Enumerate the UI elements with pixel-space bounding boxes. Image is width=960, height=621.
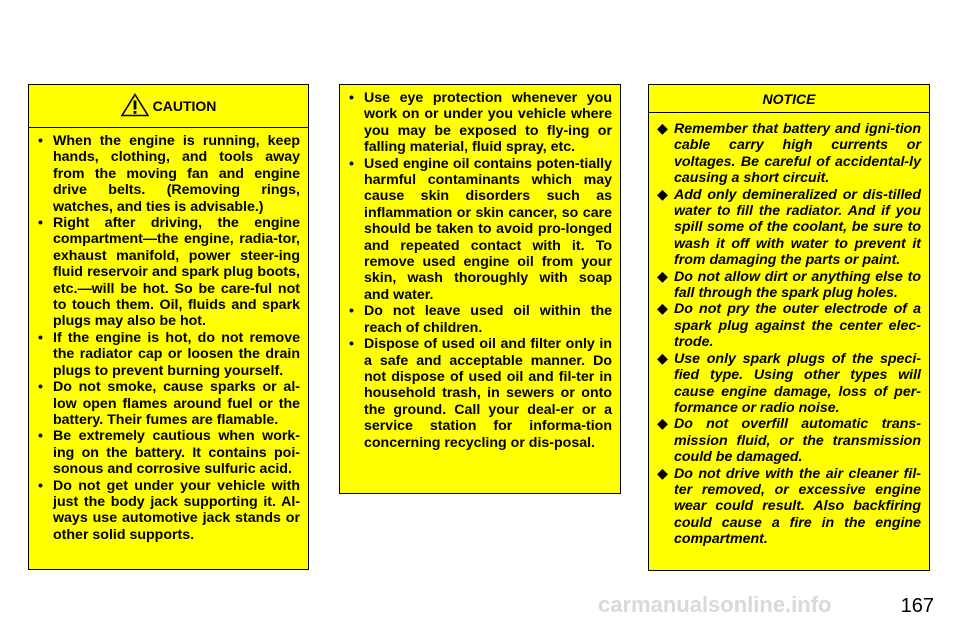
bullet-dot: •	[349, 303, 354, 320]
caution-list	[29, 128, 308, 543]
page-number: 167	[900, 595, 934, 617]
list-item: ◆ Do not allow dirt or anything else to fall through the spark plug holes.	[657, 268, 921, 302]
diamond-bullet-icon: ◆	[657, 121, 668, 137]
diamond-bullet-icon: ◆	[657, 186, 668, 203]
watermark: carmanualsonline.info	[598, 592, 832, 617]
list-item: • If the engine is hot, do not remove the radiator cap or loosen the drain plugs to prevent burning yourself.	[38, 329, 300, 379]
bullet-dot: •	[38, 215, 43, 232]
list-item: • Do not leave used oil within the reach of children.	[349, 303, 612, 336]
caution-title: CAUTION	[152, 98, 217, 114]
bullet-dot: •	[349, 336, 354, 353]
list-item: ◆ Do not pry the outer electrode of a spark plug against the center elec-trode.	[657, 301, 921, 351]
list-item: • Use eye protection whenever you work on or under you vehicle where you may be exposed to fly-ing or falling material, fluid spray, etc.	[349, 90, 612, 156]
warning-triangle-icon	[121, 93, 149, 117]
notice-header	[649, 85, 929, 113]
diamond-bullet-icon: ◆	[657, 416, 668, 433]
list-item: • Do not get under your vehicle with just the body jack supporting it. Al-ways use automotive jack stands or other solid supports.	[38, 477, 300, 543]
list-item: ◆ Do not overfill automatic trans-mission fluid, or the transmission could be damaged.	[657, 416, 921, 466]
bullet-dot: •	[38, 379, 43, 396]
caution-header	[29, 85, 308, 128]
list-item: • When the engine is running, keep hands, clothing, and tools away from the moving fan and engine drive belts. (Removing rings, watches, and ties is advisable.)	[38, 133, 300, 215]
bullet-dot: •	[38, 329, 43, 346]
diamond-bullet-icon: ◆	[657, 301, 668, 318]
notice-list	[649, 113, 929, 548]
diamond-bullet-icon: ◆	[657, 350, 668, 367]
caution-box	[28, 84, 309, 570]
list-item: ◆ Do not drive with the air cleaner fil-ter removed, or excessive engine wear could result. Also backfiring could cause a fire in the engine compartment.	[657, 465, 921, 548]
list-item: • Right after driving, the engine compartment—the engine, radia-tor, exhaust manifold, power steer-ing fluid reservoir and spark plug boots, etc.—will be hot. So be care-ful not to touch them. Oil, fluids and spark plugs may also be hot.	[38, 215, 300, 330]
list-item: • Do not smoke, cause sparks or al-low open flames around fuel or the battery. Their fumes are flamable.	[38, 379, 300, 428]
bullet-dot: •	[38, 133, 43, 149]
bullet-dot: •	[349, 155, 354, 172]
list-item: ◆ Add only demineralized or dis-tilled water to fill the radiator. And if you spill some of the coolant, be sure to wash it off with water to prevent it from damaging the parts or paint.	[657, 186, 921, 269]
list-item: ◆ Use only spark plugs of the speci-fied type. Using other types will cause engine damage, loss of per-formance or radio noise.	[657, 350, 921, 416]
bullet-dot: •	[38, 428, 43, 445]
list-item: • Be extremely cautious when work-ing on the battery. It contains poi-sonous and corrosive sulfuric acid.	[38, 428, 300, 478]
notice-title: NOTICE	[762, 90, 816, 107]
bullet-dot: •	[349, 90, 354, 106]
diamond-bullet-icon: ◆	[657, 465, 668, 482]
list-item: ◆ Remember that battery and igni-tion cable carry high currents or voltages. Be careful of accidental-ly causing a short circuit.	[657, 121, 921, 187]
bullet-dot: •	[38, 477, 43, 494]
list-item: • Dispose of used oil and filter only in a safe and acceptable manner. Do not dispose of used oil and fil-ter in household trash, in sewers or onto the ground. Call your deal-er or a service station for informa-tion concerning recycling or dis-posal.	[349, 336, 612, 451]
notice-box	[648, 84, 930, 571]
list-item: • Used engine oil contains poten-tially harmful contaminants which may cause skin disorders such as inflammation or skin cancer, so care should be taken to avoid pro-longed and repeated contact with it. To remove used engine oil from your skin, wash thoroughly with soap and water.	[349, 155, 612, 303]
caution-continued-list	[340, 85, 620, 451]
diamond-bullet-icon: ◆	[657, 268, 668, 285]
caution-continued-box	[339, 84, 621, 494]
